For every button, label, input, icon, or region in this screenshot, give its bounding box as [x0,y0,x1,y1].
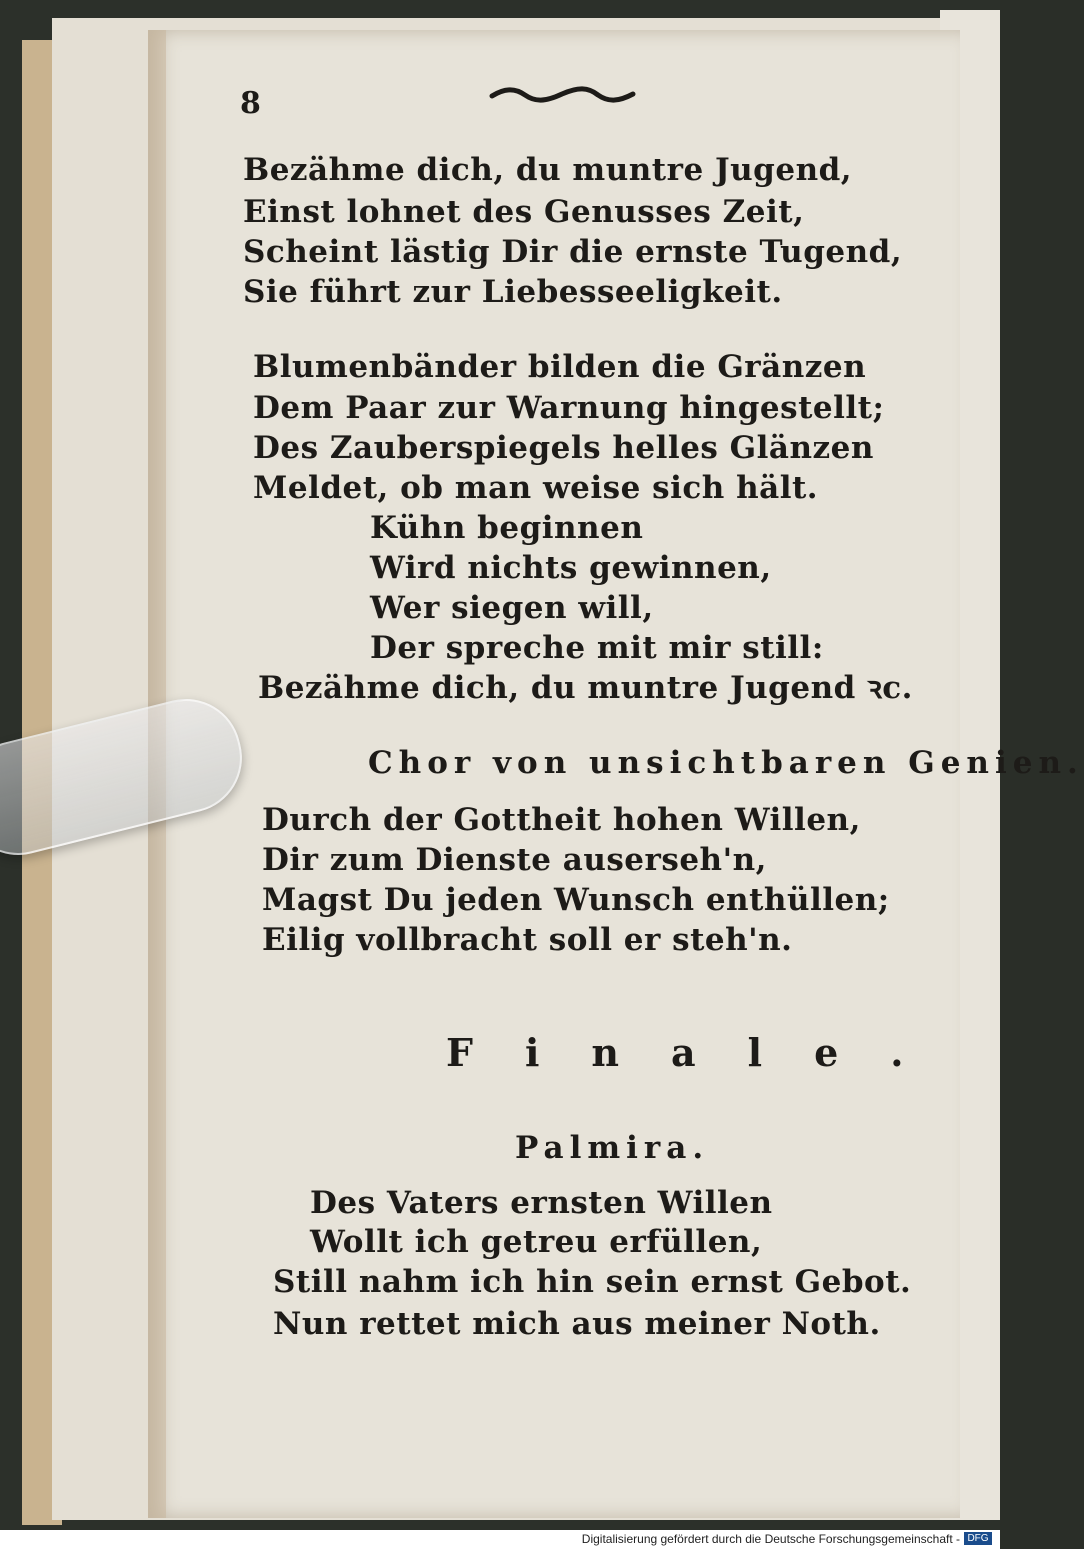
dfg-logo: DFG [964,1532,992,1545]
verse-line: Magst Du jeden Wunsch enthüllen; [262,882,890,918]
verse-line: Dem Paar zur Warnung hingestellt; [253,390,885,426]
verse-line: Eilig vollbracht soll er steh'n. [262,922,793,958]
verse-line: Still nahm ich hin sein ernst Gebot. [273,1264,912,1300]
verse-line: Blumenbänder bilden die Gränzen [253,349,867,385]
verse-line: Dir zum Dienste auserseh'n, [262,842,767,878]
verse-line-indented: Der spreche mit mir still: [370,630,824,666]
verse-line-indented: Wer siegen will, [370,590,654,626]
verse-line: Wollt ich getreu erfüllen, [310,1224,763,1260]
verse-line: Des Zauberspiegels helles Glänzen [253,430,874,466]
page-number: 8 [240,86,262,121]
verse-line: Nun rettet mich aus meiner Noth. [273,1306,881,1342]
refrain-line: Bezähme dich, du muntre Jugend ꝛc. [258,670,913,706]
footer-credit: Digitalisierung gefördert durch die Deutsche Forschungsgemeinschaft - [581,1532,960,1546]
verse-line: Scheint lästig Dir die ernste Tugend, [243,234,903,270]
ornament-rule-icon [490,84,635,106]
finale-heading: Finale. [446,1030,956,1075]
verse-line: Des Vaters ernsten Willen [310,1185,773,1221]
verse-line: Durch der Gottheit hohen Willen, [262,802,861,838]
verse-line: Sie führt zur Liebesseeligkeit. [243,274,783,310]
verse-line-indented: Kühn beginnen [370,510,644,546]
verse-line: Einst lohnet des Genusses Zeit, [243,194,805,230]
speaker-name: Palmira. [515,1130,710,1166]
verse-line: Meldet, ob man weise sich hält. [253,470,819,506]
verse-line: Bezähme dich, du muntre Jugend, [243,152,853,188]
chorus-heading: Chor von unsichtbaren Genien. [368,745,1084,781]
verse-line-indented: Wird nichts gewinnen, [370,550,772,586]
